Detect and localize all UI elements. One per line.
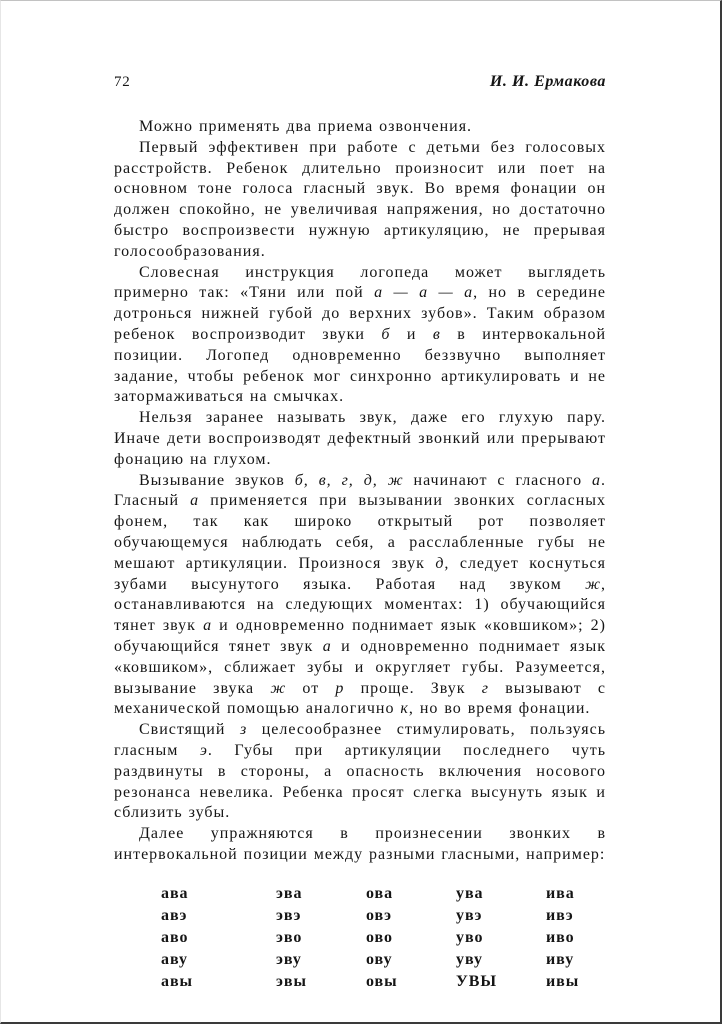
syllable-row xyxy=(161,883,606,905)
phoneme-italic: а xyxy=(203,617,213,635)
syllable-row xyxy=(161,927,606,949)
phoneme-italic: а xyxy=(190,492,200,510)
text-run: от xyxy=(286,679,336,697)
syllable-cell: уву xyxy=(456,950,483,968)
text-run: в интервокальной позиции. Логопед одновременно беззвучно выполняет задание, чтобы ребенок мог синхронно артикулировать и не затормаживаться на смычках. xyxy=(114,325,606,406)
text-run: . Губы при артикуляции последнего чуть раздвинуты в стороны, а опасность включения носового резонанса невелика. Ребенка просят слегка высунуть язык и сблизить зубы. xyxy=(114,741,606,822)
syllable-cell: ава xyxy=(161,884,189,902)
syllable-cell: иву xyxy=(546,950,575,968)
phoneme-italic: а xyxy=(322,637,332,655)
text-run: начинают с гласного xyxy=(403,471,592,489)
phoneme-italic: р xyxy=(335,679,345,697)
text-run: и xyxy=(390,325,433,343)
paragraph xyxy=(114,138,606,263)
paragraph xyxy=(114,471,606,721)
syllable-cell: ово xyxy=(366,928,394,946)
phoneme-italic: з xyxy=(239,721,248,739)
phoneme-italic: в xyxy=(432,325,441,343)
syllable-cell: авэ xyxy=(161,906,188,924)
syllable-table xyxy=(161,883,606,993)
text-run: Нельзя заранее называть звук, даже его глухую пару. Иначе дети воспроизводят дефектный звонкий или прерывают фонацию на глухом. xyxy=(114,409,606,468)
syllable-row xyxy=(161,949,606,971)
text-run: Словесная инструкция логопеда может выглядеть примерно так: «Тяни или пой xyxy=(114,263,606,302)
syllable-cell: эвы xyxy=(276,972,307,990)
syllable-row xyxy=(161,971,606,993)
text-run: применяется при вызывании звонких согласных фонем, так как широко открытый рот позволяет обучающемуся наблюдать себя, а расслабленные губы не мешают артикуляции. Произнося звук xyxy=(114,492,606,572)
syllable-cell: эва xyxy=(276,884,303,902)
syllable-row xyxy=(161,905,606,927)
text-run: целесообразнее стимулировать, пользуясь гласным xyxy=(114,721,607,759)
phoneme-italic: б, в, г, д, ж xyxy=(294,471,404,489)
body-text xyxy=(114,117,606,866)
syllable-cell: иво xyxy=(546,928,575,946)
text-run: Первый эффективен при работе с детьми без голосовых расстройств. Ребенок длительно произносит или поет на основном тоне голоса гласный звук. Во время фонации он должен спокойно, не увеличивая напряжения, но достаточно быстро воспроизвести нужную артикуляцию, не прерывая голосообразования. xyxy=(114,138,606,260)
phoneme-italic: к xyxy=(400,700,409,718)
text-run: , но во время фонации. xyxy=(408,700,591,718)
syllable-cell: эву xyxy=(276,950,302,968)
text-run: Далее упражняются в произнесении звонких в интервокальной позиции между разными гласными, например: xyxy=(114,825,606,863)
text-run: вызывают с механической помощью аналогично xyxy=(114,679,606,718)
syllable-cell: овы xyxy=(366,972,398,990)
syllable-cell: уво xyxy=(456,928,484,946)
syllable-cell: аву xyxy=(161,950,188,968)
phoneme-italic: г xyxy=(481,679,489,697)
syllable-cell: овэ xyxy=(366,906,393,924)
text-run: Вызывание звуков xyxy=(139,471,295,489)
paragraph xyxy=(114,117,606,138)
text-run: , но в середине дотронься нижней губой до верхних зубов». Таким образом ребенок воспроизводит звуки xyxy=(114,284,606,343)
text-run: и одновременно поднимает язык «ковшиком», сближает зубы и округляет губы. Разумеется, вызывание звука xyxy=(114,637,606,697)
phoneme-italic: д, xyxy=(435,554,450,572)
syllable-cell: аво xyxy=(161,928,189,946)
text-run: Свистящий xyxy=(139,721,240,739)
text-run: Можно применять два приема озвончения. xyxy=(139,118,473,135)
phoneme-italic: а xyxy=(592,471,601,489)
syllable-cell: ивэ xyxy=(546,906,574,924)
phoneme-italic: б xyxy=(381,325,391,343)
syllable-cell: авы xyxy=(161,972,194,990)
text-run: . Гласный xyxy=(114,471,606,510)
text-run: следует коснуться зубами высунутого языка. Работая над звуком xyxy=(114,554,606,593)
syllable-cell: ова xyxy=(366,884,394,902)
paragraph xyxy=(114,263,606,409)
syllable-cell: ивы xyxy=(546,972,580,990)
syllable-cell: ову xyxy=(366,950,393,968)
phoneme-italic: а — а — а xyxy=(374,284,474,302)
phoneme-italic: ж xyxy=(585,575,601,593)
syllable-cell: ува xyxy=(456,884,484,902)
author-name: И. И. Ермакова xyxy=(489,73,606,90)
page-header xyxy=(114,73,606,91)
paragraph xyxy=(114,408,606,470)
phoneme-italic: э xyxy=(199,741,208,759)
text-run: проще. Звук xyxy=(344,679,482,697)
syllable-cell: увэ xyxy=(456,906,483,924)
text-run: и одновременно поднимает язык «ковшиком»; 2) обучающийся тянет звук xyxy=(114,617,606,655)
text-run: , останавливаются на следующих моментах: 1) обучающийся тянет звук xyxy=(114,575,606,635)
paragraph xyxy=(114,720,606,824)
syllable-cell: эво xyxy=(276,928,303,946)
page-number: 72 xyxy=(114,74,131,90)
syllable-cell: эвэ xyxy=(276,906,302,924)
syllable-cell: УВЫ xyxy=(456,972,498,990)
phoneme-italic: ж xyxy=(270,679,287,697)
syllable-cell: ива xyxy=(546,884,575,902)
paragraph xyxy=(114,824,606,866)
